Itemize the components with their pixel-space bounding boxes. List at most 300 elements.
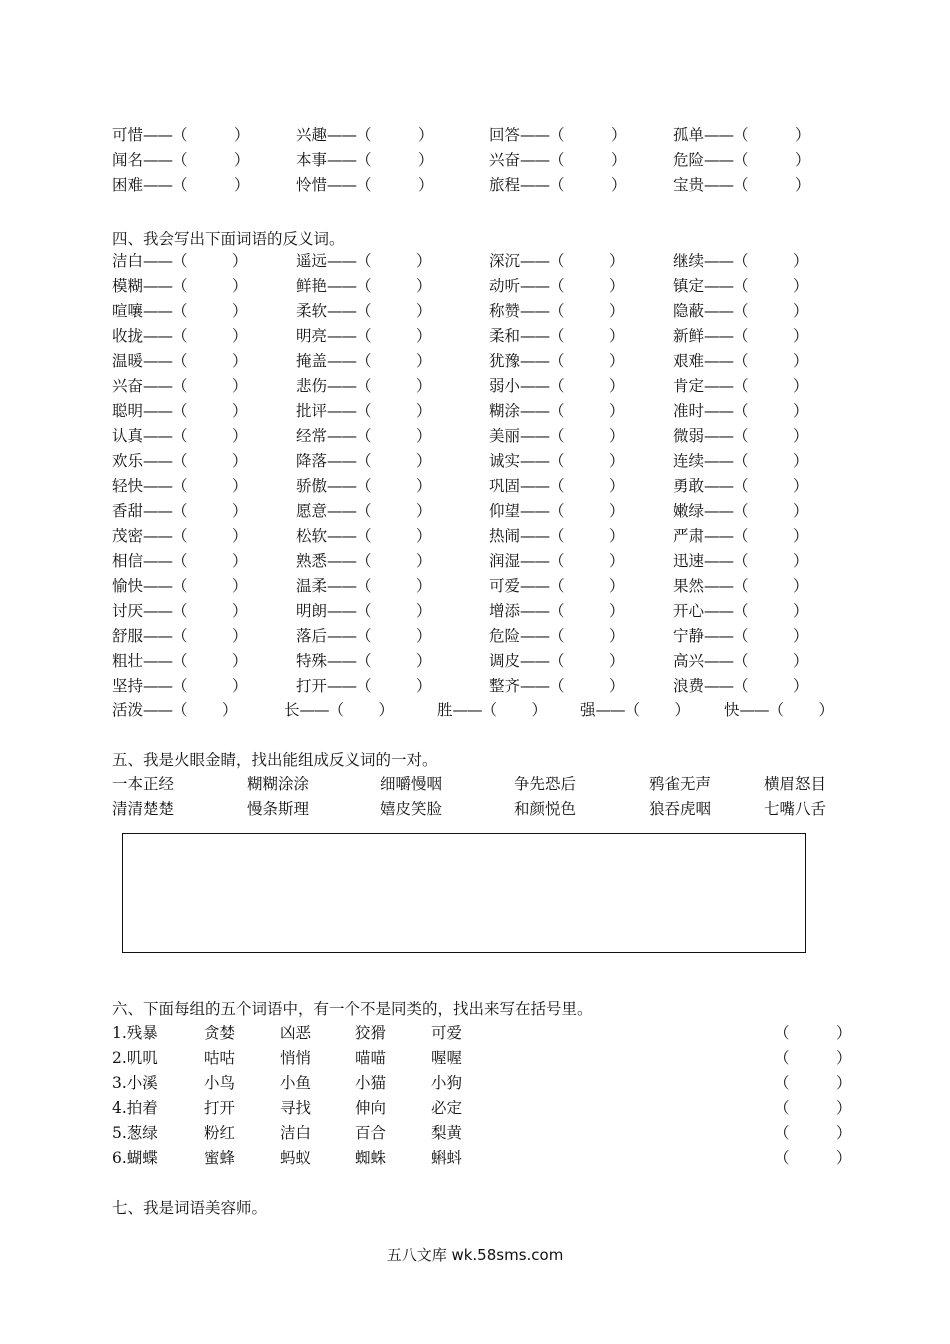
idiom: 细嚼慢咽 (380, 775, 443, 793)
dash: —— (299, 701, 329, 719)
paren-open[interactable]: （ (549, 452, 565, 470)
dash: —— (520, 627, 550, 645)
paren-open[interactable]: （ (328, 701, 345, 719)
paren-open[interactable]: （ (549, 352, 565, 370)
paren-open[interactable]: （ (356, 327, 372, 345)
word: 勇敢 (673, 477, 705, 495)
dash: —— (327, 427, 357, 445)
paren-open[interactable]: （ (356, 352, 372, 370)
word-pair (296, 299, 432, 324)
word-pair (112, 349, 248, 374)
word: 特殊 (296, 652, 328, 670)
idiom: 争先恐后 (514, 775, 577, 793)
idiom: 一本正经 (112, 775, 175, 793)
word: 旅程 (489, 176, 521, 194)
paren-open[interactable]: （ (356, 427, 372, 445)
paren-open[interactable]: （ (172, 677, 188, 695)
word: 柔和 (489, 327, 521, 345)
word-pair (112, 698, 238, 723)
word: 危险 (673, 151, 705, 169)
paren-open[interactable]: （ (356, 577, 372, 595)
paren-close: ） (793, 577, 809, 595)
answer-blank[interactable]: （ ） (172, 176, 250, 194)
word: 香甜 (112, 502, 144, 520)
paren-open[interactable]: （ (733, 652, 749, 670)
paren-open[interactable]: （ (549, 627, 565, 645)
word-pair (489, 274, 625, 299)
idiom: 鸦雀无声 (649, 775, 712, 793)
word: 嫩绿 (673, 502, 705, 520)
paren-open[interactable]: （ (356, 552, 372, 570)
word-pair (112, 324, 248, 349)
word: 温柔 (296, 577, 328, 595)
paren-open[interactable]: （ (733, 627, 749, 645)
dash: —— (143, 602, 173, 620)
section4-row (112, 499, 852, 524)
paren-open[interactable]: （ (549, 477, 565, 495)
dash: —— (520, 176, 550, 194)
paren-close: ） (609, 327, 625, 345)
dash: —— (520, 352, 550, 370)
word: 打开 (296, 677, 328, 695)
paren-open[interactable]: （ (172, 627, 188, 645)
paren-close: ） (416, 327, 432, 345)
word-pair (673, 624, 809, 649)
section4-row (112, 549, 852, 574)
dash: —— (327, 602, 357, 620)
dash: —— (520, 151, 550, 169)
dash: —— (143, 151, 173, 169)
paren-open[interactable]: （ (356, 627, 372, 645)
paren-close: ） (416, 627, 432, 645)
paren-close: ） (793, 327, 809, 345)
dash: —— (327, 527, 357, 545)
word: 可惜 (112, 126, 144, 144)
word-pair (489, 674, 625, 699)
word-pair (112, 574, 248, 599)
paren-open[interactable]: （ (172, 577, 188, 595)
word: 愉快 (112, 577, 144, 595)
group-word: 洁白 (280, 1124, 312, 1142)
paren-open[interactable]: （ (172, 277, 188, 295)
paren-close: ） (232, 277, 248, 295)
paren-close: ） (416, 577, 432, 595)
word-pair (489, 299, 625, 324)
dash: —— (143, 252, 173, 270)
word-pair (673, 674, 809, 699)
word: 模糊 (112, 277, 144, 295)
paren-close: ） (416, 302, 432, 320)
section4-grid (112, 249, 852, 699)
answer-blank[interactable]: （ ） (356, 126, 434, 144)
word-pair (724, 698, 834, 723)
dash: —— (704, 126, 734, 144)
word-pair (112, 624, 248, 649)
paren-open[interactable]: （ (549, 252, 565, 270)
paren-close: ） (793, 427, 809, 445)
word-pair (489, 173, 627, 198)
dash: —— (704, 677, 734, 695)
paren-close: ） (232, 527, 248, 545)
paren-open[interactable]: （ (733, 302, 749, 320)
paren-close: ） (609, 527, 625, 545)
paren-open[interactable]: （ (172, 427, 188, 445)
word: 可爱 (489, 577, 521, 595)
word: 批评 (296, 402, 328, 420)
word: 兴奋 (489, 151, 521, 169)
word: 轻快 (112, 477, 144, 495)
group-word: 4.拍着 (112, 1099, 158, 1117)
word: 粗壮 (112, 652, 144, 670)
word-pair (296, 274, 432, 299)
answer-blank[interactable]: （ ） (549, 176, 627, 194)
paren-open[interactable]: （ (733, 327, 749, 345)
word-pair (296, 474, 432, 499)
group-word: 1.残暴 (112, 1024, 158, 1042)
dash: —— (327, 277, 357, 295)
word: 美丽 (489, 427, 521, 445)
paren-open[interactable]: （ (356, 502, 372, 520)
word: 欢乐 (112, 452, 144, 470)
paren-open[interactable]: （ (549, 527, 565, 545)
paren-close: ） (609, 677, 625, 695)
dash: —— (143, 552, 173, 570)
paren-close: ） (793, 502, 809, 520)
paren-open[interactable]: （ (356, 402, 372, 420)
paren-close: ） (232, 252, 248, 270)
answer-blank[interactable]: （ ） (733, 176, 811, 194)
group-word: 6.蝴蝶 (112, 1149, 158, 1167)
section4-row (112, 299, 852, 324)
answer-parentheses[interactable]: （ ） (774, 1074, 852, 1092)
paren-close: ） (416, 527, 432, 545)
dash: —— (327, 452, 357, 470)
answer-parentheses[interactable]: （ ） (774, 1099, 852, 1117)
group-word: 2.叽叽 (112, 1049, 158, 1067)
dash: —— (327, 677, 357, 695)
word: 聪明 (112, 402, 144, 420)
paren-close: ） (793, 627, 809, 645)
paren-open[interactable]: （ (733, 277, 749, 295)
dash: —— (739, 701, 769, 719)
answer-parentheses[interactable]: （ ） (774, 1124, 852, 1142)
word-pair (112, 599, 248, 624)
dash: —— (327, 377, 357, 395)
word: 闻名 (112, 151, 144, 169)
paren-close: ） (793, 677, 809, 695)
dash: —— (520, 126, 550, 144)
word-pair (296, 324, 432, 349)
dash: —— (327, 176, 357, 194)
paren-open[interactable]: （ (733, 352, 749, 370)
dash: —— (704, 602, 734, 620)
paren-open[interactable]: （ (172, 452, 188, 470)
group-word: 凶恶 (280, 1024, 312, 1042)
paren-open[interactable]: （ (172, 652, 188, 670)
group-word: 可爱 (431, 1024, 463, 1042)
word-pair (489, 549, 625, 574)
word: 掩盖 (296, 352, 328, 370)
dash: —— (704, 277, 734, 295)
paren-close: ） (793, 452, 809, 470)
answer-parentheses[interactable]: （ ） (774, 1149, 852, 1167)
word: 继续 (673, 252, 705, 270)
paren-open[interactable]: （ (172, 352, 188, 370)
dash: —— (327, 627, 357, 645)
group-word: 寻找 (280, 1099, 312, 1117)
word-pair (112, 649, 248, 674)
group-word: 必定 (431, 1099, 463, 1117)
paren-open[interactable]: （ (549, 552, 565, 570)
paren-open[interactable]: （ (733, 677, 749, 695)
paren-open[interactable]: （ (356, 677, 372, 695)
paren-close: ） (609, 402, 625, 420)
paren-open[interactable]: （ (356, 252, 372, 270)
paren-open[interactable]: （ (356, 527, 372, 545)
word: 认真 (112, 427, 144, 445)
word: 落后 (296, 627, 328, 645)
paren-close: ） (793, 402, 809, 420)
word: 困难 (112, 176, 144, 194)
section4-last-row (112, 698, 872, 723)
paren-open[interactable]: （ (172, 502, 188, 520)
word-pair (112, 674, 248, 699)
dash: —— (520, 527, 550, 545)
answer-blank[interactable]: （ ） (549, 126, 627, 144)
paren-open[interactable]: （ (549, 602, 565, 620)
paren-open[interactable]: （ (172, 402, 188, 420)
paren-open[interactable]: （ (549, 677, 565, 695)
word: 肯定 (673, 377, 705, 395)
answer-blank[interactable]: （ ） (172, 126, 250, 144)
word-pair (489, 249, 625, 274)
paren-open[interactable]: （ (549, 577, 565, 595)
paren-open[interactable]: （ (356, 377, 372, 395)
dash: —— (704, 552, 734, 570)
answer-blank[interactable]: （ ） (356, 176, 434, 194)
word-pair (112, 474, 248, 499)
paren-open[interactable]: （ (356, 477, 372, 495)
word-pair (296, 674, 432, 699)
paren-open[interactable]: （ (549, 402, 565, 420)
word-pair (673, 549, 809, 574)
dash: —— (327, 652, 357, 670)
paren-close: ） (674, 701, 691, 719)
group-word: 打开 (204, 1099, 236, 1117)
paren-close: ） (416, 252, 432, 270)
paren-close: ） (232, 652, 248, 670)
dash: —— (143, 577, 173, 595)
word-pair (489, 123, 627, 148)
group-word: 伸向 (355, 1099, 387, 1117)
paren-close: ） (793, 352, 809, 370)
paren-close: ） (609, 277, 625, 295)
paren-open[interactable]: （ (549, 427, 565, 445)
idiom: 七嘴八舌 (764, 800, 827, 818)
paren-close: ） (416, 677, 432, 695)
word-pair (112, 249, 248, 274)
dash: —— (143, 377, 173, 395)
dash: —— (704, 502, 734, 520)
paren-open[interactable]: （ (172, 602, 188, 620)
paren-open[interactable]: （ (733, 577, 749, 595)
section6-heading: 六、下面每组的五个词语中，有一个不是同类的，找出来写在括号里。 (112, 1000, 593, 1018)
group-word: 3.小溪 (112, 1074, 158, 1092)
answer-blank[interactable]: （ ） (549, 151, 627, 169)
word-pair (673, 374, 809, 399)
word-pair (489, 349, 625, 374)
section4-row (112, 649, 852, 674)
dash: —— (520, 277, 550, 295)
word-pair (437, 698, 547, 723)
paren-open[interactable]: （ (549, 502, 565, 520)
answer-blank[interactable]: （ ） (172, 151, 250, 169)
dash: —— (143, 427, 173, 445)
idiom: 嬉皮笑脸 (380, 800, 443, 818)
word: 鲜艳 (296, 277, 328, 295)
paren-open[interactable]: （ (172, 477, 188, 495)
section3-row (112, 173, 852, 198)
paren-close: ） (793, 277, 809, 295)
paren-close: ） (793, 302, 809, 320)
idiom: 和颜悦色 (514, 800, 577, 818)
dash: —— (327, 577, 357, 595)
section5-idiom-grid (112, 772, 852, 822)
answer-blank[interactable]: （ ） (733, 126, 811, 144)
answer-blank[interactable]: （ ） (733, 151, 811, 169)
paren-open[interactable]: （ (356, 277, 372, 295)
dash: —— (704, 352, 734, 370)
paren-open[interactable]: （ (481, 701, 498, 719)
group-word: 贪婪 (204, 1024, 236, 1042)
dash: —— (520, 377, 550, 395)
dash: —— (704, 377, 734, 395)
paren-open[interactable]: （ (733, 502, 749, 520)
word-pair (489, 324, 625, 349)
paren-open[interactable]: （ (549, 302, 565, 320)
word-pair (673, 173, 811, 198)
dash: —— (520, 652, 550, 670)
paren-close: ） (793, 652, 809, 670)
paren-close: ） (609, 502, 625, 520)
word-group (112, 1121, 852, 1146)
word-group (112, 1071, 852, 1096)
paren-open[interactable]: （ (356, 452, 372, 470)
word: 温暖 (112, 352, 144, 370)
word-pair (489, 399, 625, 424)
word-pair (489, 499, 625, 524)
paren-close: ） (416, 277, 432, 295)
paren-close: ） (793, 602, 809, 620)
paren-open[interactable]: （ (733, 452, 749, 470)
paren-open[interactable]: （ (733, 402, 749, 420)
paren-open[interactable]: （ (733, 552, 749, 570)
paren-open[interactable]: （ (768, 701, 785, 719)
word: 仰望 (489, 502, 521, 520)
word: 洁白 (112, 252, 144, 270)
answer-blank[interactable]: （ ） (356, 151, 434, 169)
paren-open[interactable]: （ (733, 377, 749, 395)
section4-row (112, 674, 852, 699)
dash: —— (143, 277, 173, 295)
paren-open[interactable]: （ (733, 427, 749, 445)
paren-close: ） (416, 477, 432, 495)
word-pair (673, 424, 809, 449)
word: 巩固 (489, 477, 521, 495)
answer-parentheses[interactable]: （ ） (774, 1049, 852, 1067)
answer-box[interactable] (122, 833, 806, 953)
paren-open[interactable]: （ (356, 602, 372, 620)
group-word: 喵喵 (355, 1049, 387, 1067)
paren-open[interactable]: （ (549, 327, 565, 345)
word: 兴奋 (112, 377, 144, 395)
answer-parentheses[interactable]: （ ） (774, 1024, 852, 1042)
word-pair (673, 274, 809, 299)
paren-open[interactable]: （ (172, 302, 188, 320)
paren-open[interactable]: （ (733, 252, 749, 270)
word-pair (673, 449, 809, 474)
word: 兴趣 (296, 126, 328, 144)
dash: —— (520, 427, 550, 445)
paren-open[interactable]: （ (172, 327, 188, 345)
paren-open[interactable]: （ (733, 477, 749, 495)
dash: —— (143, 627, 173, 645)
word-pair (284, 698, 394, 723)
word-pair (112, 374, 248, 399)
paren-close: ） (232, 327, 248, 345)
paren-close: ） (416, 402, 432, 420)
paren-open[interactable]: （ (172, 527, 188, 545)
paren-open[interactable]: （ (733, 602, 749, 620)
section4-row (112, 449, 852, 474)
section4-row (112, 624, 852, 649)
word: 犹豫 (489, 352, 521, 370)
paren-open[interactable]: （ (172, 701, 188, 719)
paren-open[interactable]: （ (549, 377, 565, 395)
word: 浪费 (673, 677, 705, 695)
idiom: 清清楚楚 (112, 800, 175, 818)
paren-open[interactable]: （ (172, 552, 188, 570)
paren-close: ） (378, 701, 395, 719)
paren-open[interactable]: （ (172, 377, 188, 395)
word-pair (296, 249, 432, 274)
paren-open[interactable]: （ (733, 527, 749, 545)
word-pair (489, 574, 625, 599)
paren-open[interactable]: （ (549, 277, 565, 295)
group-word: 蝌蚪 (431, 1149, 463, 1167)
word: 快 (724, 701, 740, 719)
paren-open[interactable]: （ (549, 652, 565, 670)
paren-open[interactable]: （ (624, 701, 641, 719)
paren-open[interactable]: （ (172, 252, 188, 270)
dash: —— (143, 677, 173, 695)
dash: —— (704, 402, 734, 420)
dash: —— (327, 477, 357, 495)
paren-open[interactable]: （ (356, 652, 372, 670)
word-pair (112, 424, 248, 449)
group-word: 蜘蛛 (355, 1149, 387, 1167)
dash: —— (143, 652, 173, 670)
word: 整齐 (489, 677, 521, 695)
dash: —— (520, 452, 550, 470)
word-pair (673, 649, 809, 674)
dash: —— (595, 701, 625, 719)
paren-close: ） (416, 452, 432, 470)
word: 坚持 (112, 677, 144, 695)
paren-open[interactable]: （ (356, 302, 372, 320)
word: 柔软 (296, 302, 328, 320)
dash: —— (520, 577, 550, 595)
